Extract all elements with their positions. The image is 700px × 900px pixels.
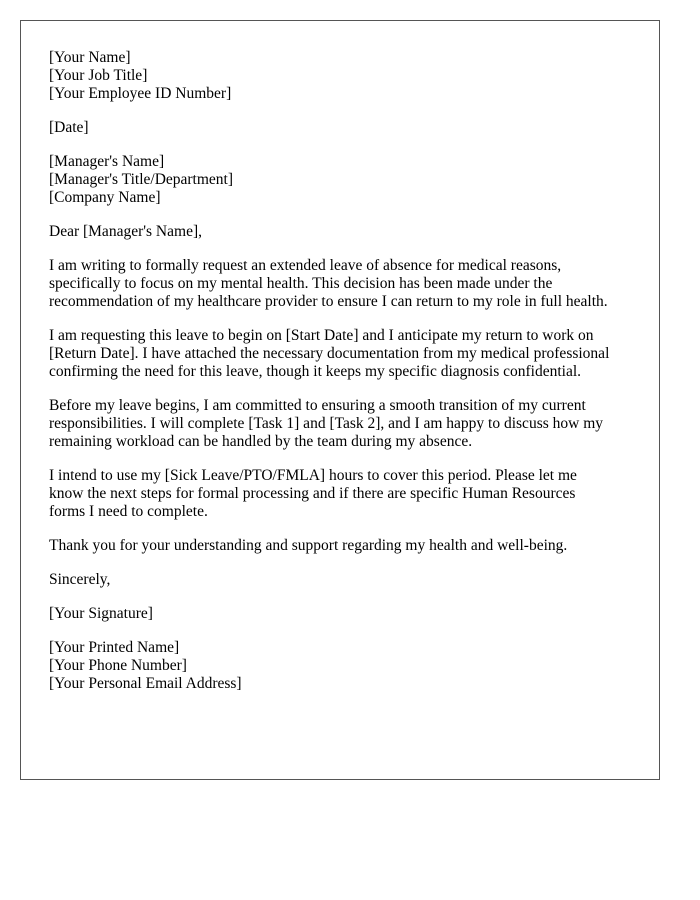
paragraph-5 — [49, 537, 659, 555]
paragraph-4 — [49, 467, 659, 521]
signature-text: [Your Signature] — [49, 605, 153, 622]
date-block — [49, 119, 659, 137]
recipient-name: [Manager's Name] — [49, 153, 165, 170]
salutation-text: Dear [Manager's Name], — [49, 223, 202, 240]
paragraph-line: know the next steps for formal processing and if there are specific Human Resources — [49, 485, 576, 502]
personal-email: [Your Personal Email Address] — [49, 675, 242, 692]
paragraph-1 — [49, 257, 659, 311]
paragraph-line: Before my leave begins, I am committed to ensuring a smooth transition of my current — [49, 397, 586, 414]
recipient-block — [49, 153, 659, 207]
paragraph-line: responsibilities. I will complete [Task 1] and [Task 2], and I am happy to discuss how my — [49, 415, 604, 432]
paragraph-2 — [49, 327, 659, 381]
paragraph-line: confirming the need for this leave, though it keeps my specific diagnosis confidential. — [49, 363, 582, 380]
sender-block — [49, 49, 659, 103]
recipient-company: [Company Name] — [49, 189, 161, 206]
paragraph-line: forms I need to complete. — [49, 503, 208, 520]
phone-number: [Your Phone Number] — [49, 657, 187, 674]
salutation — [49, 223, 659, 241]
paragraph-line: recommendation of my healthcare provider to ensure I can return to my role in full health. — [49, 293, 608, 310]
closing-text: Sincerely, — [49, 571, 111, 588]
sender-name: [Your Name] — [49, 49, 131, 66]
paragraph-line: I am writing to formally request an extended leave of absence for medical reasons, — [49, 257, 562, 274]
letter-page — [20, 20, 660, 780]
recipient-title: [Manager's Title/Department] — [49, 171, 234, 188]
paragraph-3 — [49, 397, 659, 451]
sender-employee-id: [Your Employee ID Number] — [49, 85, 232, 102]
signature — [49, 605, 659, 623]
letter-date: [Date] — [49, 119, 89, 136]
closing — [49, 571, 659, 589]
printed-name: [Your Printed Name] — [49, 639, 180, 656]
paragraph-line: remaining workload can be handled by the team during my absence. — [49, 433, 473, 450]
paragraph-line: I am requesting this leave to begin on [Start Date] and I anticipate my return to work on — [49, 327, 594, 344]
paragraph-line: specifically to focus on my mental health. This decision has been made under the — [49, 275, 553, 292]
footer-block — [49, 639, 659, 693]
paragraph-line: I intend to use my [Sick Leave/PTO/FMLA] hours to cover this period. Please let me — [49, 467, 577, 484]
paragraph-line: Thank you for your understanding and support regarding my health and well-being. — [49, 537, 568, 554]
sender-job-title: [Your Job Title] — [49, 67, 148, 84]
paragraph-line: [Return Date]. I have attached the necessary documentation from my medical professional — [49, 345, 610, 362]
